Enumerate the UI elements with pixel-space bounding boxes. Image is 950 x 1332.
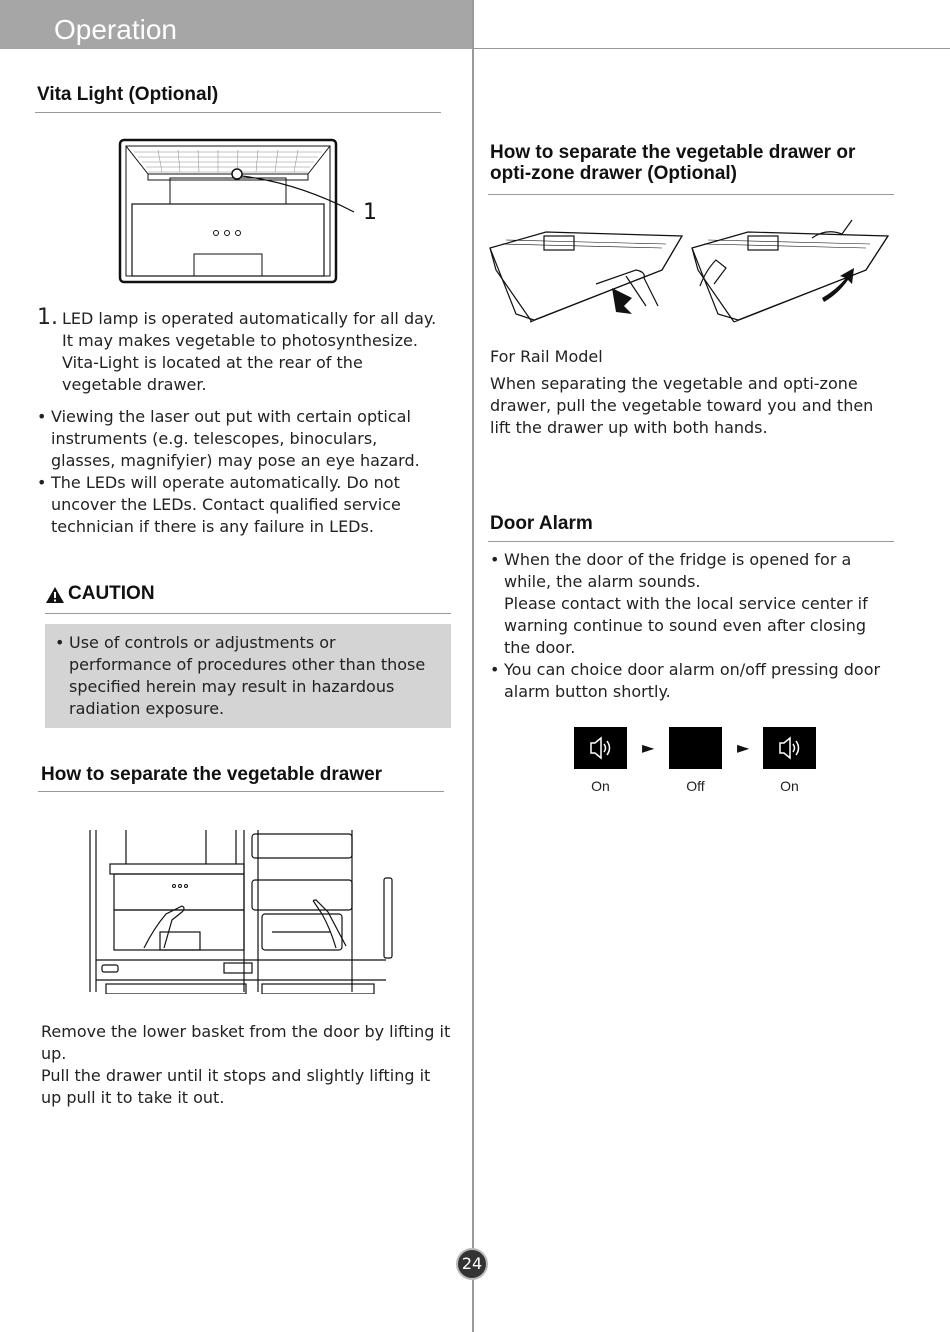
opti-zone-text: When separating the vegetable and opti-zone drawer, pull the vegetable toward you and then lift the drawer up with both hands. bbox=[490, 374, 874, 437]
alarm-state-label: On bbox=[591, 778, 610, 794]
vita-bullet-2: • The LEDs will operate automatically. Do not uncover the LEDs. Contact qualified service technician if there is any failure in LEDs. bbox=[37, 472, 442, 538]
arrow-right-icon: ► bbox=[737, 738, 750, 757]
caution-text: • Use of controls or adjustments or performance of procedures other than those specified herein may result in hazardous radiation exposure. bbox=[55, 632, 441, 720]
alarm-on-button-2[interactable] bbox=[763, 727, 816, 769]
door-alarm-bullet-1: • When the door of the fridge is opened for a while, the alarm sounds. Please contact with the local service center if warning continue to sound even after closing the door. bbox=[490, 549, 895, 659]
door-alarm-bullet-2: • You can choice door alarm on/off pressing door alarm button shortly. bbox=[490, 659, 895, 703]
opti-zone-rule bbox=[488, 194, 894, 195]
door-alarm-heading: Door Alarm bbox=[490, 513, 593, 534]
header-line bbox=[473, 48, 950, 49]
item-text: LED lamp is operated automatically for all day. It may makes vegetable to photosynthesize. Vita-Light is located at the rear of the vegetable drawer. bbox=[62, 309, 437, 394]
vita-bullet-list bbox=[37, 406, 442, 538]
caution-box bbox=[45, 624, 451, 728]
rail-model-subheading: For Rail Model bbox=[490, 347, 603, 366]
veg-drawer-text-1: Remove the lower basket from the door by lifting it up. bbox=[41, 1022, 451, 1063]
vita-light-illustration bbox=[118, 138, 388, 286]
veg-drawer-heading: How to separate the vegetable drawer bbox=[41, 764, 383, 785]
veg-drawer-text-2: Pull the drawer until it stops and slightly lifting it up pull it to take it out. bbox=[41, 1066, 431, 1107]
speaker-on-icon bbox=[763, 727, 816, 769]
arrow-right-icon: ► bbox=[642, 738, 655, 757]
alarm-off-button[interactable] bbox=[669, 727, 722, 769]
opti-zone-illustration bbox=[486, 210, 896, 328]
veg-drawer-rule bbox=[38, 791, 444, 792]
caution-rule bbox=[45, 613, 451, 614]
item-number: 1. bbox=[37, 305, 58, 330]
section-title: Operation bbox=[54, 14, 177, 45]
column-divider bbox=[472, 0, 474, 1332]
door-alarm-list bbox=[490, 549, 895, 703]
vita-bullet-1: • Viewing the laser out put with certain optical instruments (e.g. telescopes, binoculars, glasses, magnifyier) may pose an eye hazard. bbox=[37, 406, 442, 472]
alarm-on-button[interactable] bbox=[574, 727, 627, 769]
warning-icon bbox=[45, 586, 65, 604]
veg-drawer-illustration bbox=[86, 828, 398, 994]
vita-light-rule bbox=[35, 112, 441, 113]
alarm-state-label: Off bbox=[686, 778, 705, 794]
opti-zone-heading: How to separate the vegetable drawer or opti-zone drawer (Optional) bbox=[490, 142, 856, 184]
door-alarm-rule bbox=[488, 541, 894, 542]
page-number: 24 bbox=[456, 1248, 488, 1280]
vita-light-heading: Vita Light (Optional) bbox=[37, 84, 219, 105]
alarm-state-label: On bbox=[780, 778, 799, 794]
caution-title: CAUTION bbox=[68, 583, 155, 604]
callout-number: 1 bbox=[363, 200, 377, 225]
speaker-on-icon bbox=[574, 727, 627, 769]
